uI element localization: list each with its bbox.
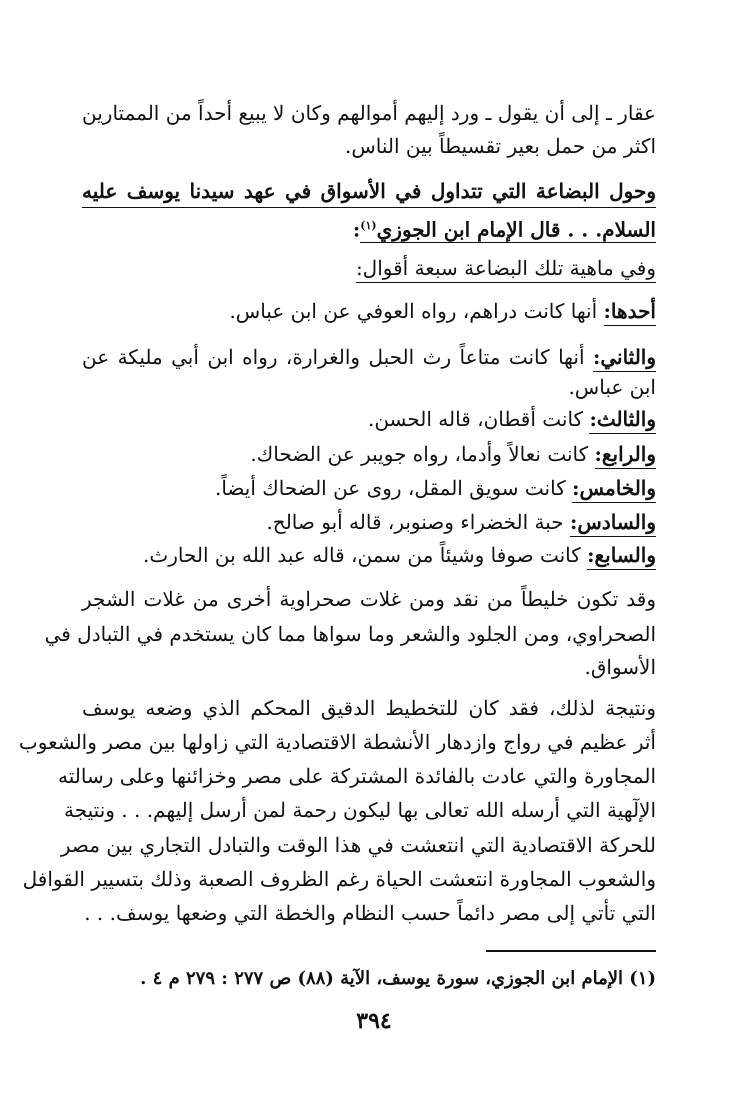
intro-line-2: اكثر من حمل بعير تقسيطاً بين الناس. — [344, 134, 656, 158]
heading-line-1: وحول البضاعة التي تتداول في الأسواق في عهد سيدنا يوسف عليه — [82, 179, 656, 203]
result-line-2: أثر عظيم في رواج وازدهار الأنشطة الاقتصادية التي زاولها بين مصر والشعوب — [18, 730, 656, 754]
saying-7-term: والسابع: — [587, 543, 656, 570]
saying-1-text: أنها كانت دراهم، رواه العوفي عن ابن عباس. — [229, 299, 598, 323]
saying-1 — [82, 296, 656, 326]
heading-line-2-text: السلام. . . قال الإمام ابن الجوزي — [376, 217, 656, 242]
saying-4-text: كانت نعالاً وأدما، رواه جويبر عن الضحاك. — [250, 442, 589, 466]
saying-4-term: والرابع: — [595, 442, 657, 469]
trade-line-2: الصحراوي، ومن الجلود والشعر وما سواها مما كان يستخدم في التبادل في — [44, 622, 656, 646]
trade-line-3: الأسواق. — [584, 655, 656, 679]
saying-3-text: كانت أقطان، قاله الحسن. — [367, 407, 584, 431]
page-number: ٣٩٤ — [356, 1008, 392, 1034]
heading-line-2 — [82, 211, 656, 245]
result-line-7: التي تأتي إلى مصر دائماً حسب النظام والخطة التي وضعها يوسف. . . — [84, 901, 656, 925]
heading-underline-2 — [360, 242, 656, 243]
saying-3 — [82, 404, 656, 434]
saying-7 — [82, 540, 656, 570]
heading-line-2-colon: : — [352, 217, 361, 242]
saying-6-term: والسادس: — [570, 510, 656, 537]
intro-line-1: عقار ـ إلى أن يقول ـ ورد إليهم أموالهم وكان لا يبيع أحداً من الممتارين — [82, 101, 656, 125]
result-line-5: للحركة الاقتصادية التي انتعشت في هذا الوقت والتبادل التجاري بين مصر — [60, 833, 656, 857]
result-line-4: الإلٓهية التي أرسله الله تعالى بها ليكون رحمة لمن أرسل إليهم. . . ونتيجة — [63, 798, 656, 822]
footnote-marker: (١) — [360, 219, 377, 232]
saying-1-term: أحدها: — [604, 299, 656, 326]
saying-5-term: والخامس: — [572, 476, 656, 503]
saying-5-text: كانت سويق المقل، روى عن الضحاك أيضاً. — [214, 476, 566, 500]
saying-4 — [82, 439, 656, 469]
saying-2 — [82, 342, 656, 372]
heading-underline-1 — [82, 207, 656, 208]
result-line-1: ونتيجة لذلك، فقد كان للتخطيط الدقيق المحكم الذي وضعه يوسف — [82, 696, 657, 720]
footnote-separator — [486, 950, 656, 952]
saying-2-term: والثاني: — [593, 345, 656, 372]
result-line-6: والشعوب المجاورة انتعشت الحياة رغم الظروف الصعبة وذلك بتسيير القوافل — [22, 867, 656, 891]
saying-6-text: حبة الخضراء وصنوبر، قاله أبو صالح. — [266, 510, 564, 534]
saying-2-continuation: ابن عباس. — [568, 375, 656, 399]
trade-line-1: وقد تكون خليطاً من نقد ومن غلات صحراوية أخرى من غلات الشجر — [82, 587, 656, 611]
saying-7-text: كانت صوفا وشيئاً من سمن، قاله عبد الله بن الحارث. — [143, 543, 581, 567]
saying-6 — [82, 507, 656, 537]
saying-3-term: والثالث: — [589, 407, 656, 434]
footnote: (١) الإمام ابن الجوزي، سورة يوسف، الآية (٨٨) ص ٢٧٧ : ٢٧٩ م ٤ . — [140, 968, 656, 989]
saying-5 — [82, 473, 656, 503]
sayings-intro-text: وفي ماهية تلك البضاعة سبعة أقوال: — [356, 256, 656, 283]
result-line-3: المجاورة والتي عادت بالفائدة المشتركة على مصر وخزائنها وعلى رسالته — [58, 764, 656, 788]
sayings-intro — [82, 253, 656, 283]
saying-2-text: أنها كانت متاعاً رث الحبل والغرارة، رواه ابن أبي مليكة عن — [82, 345, 585, 369]
